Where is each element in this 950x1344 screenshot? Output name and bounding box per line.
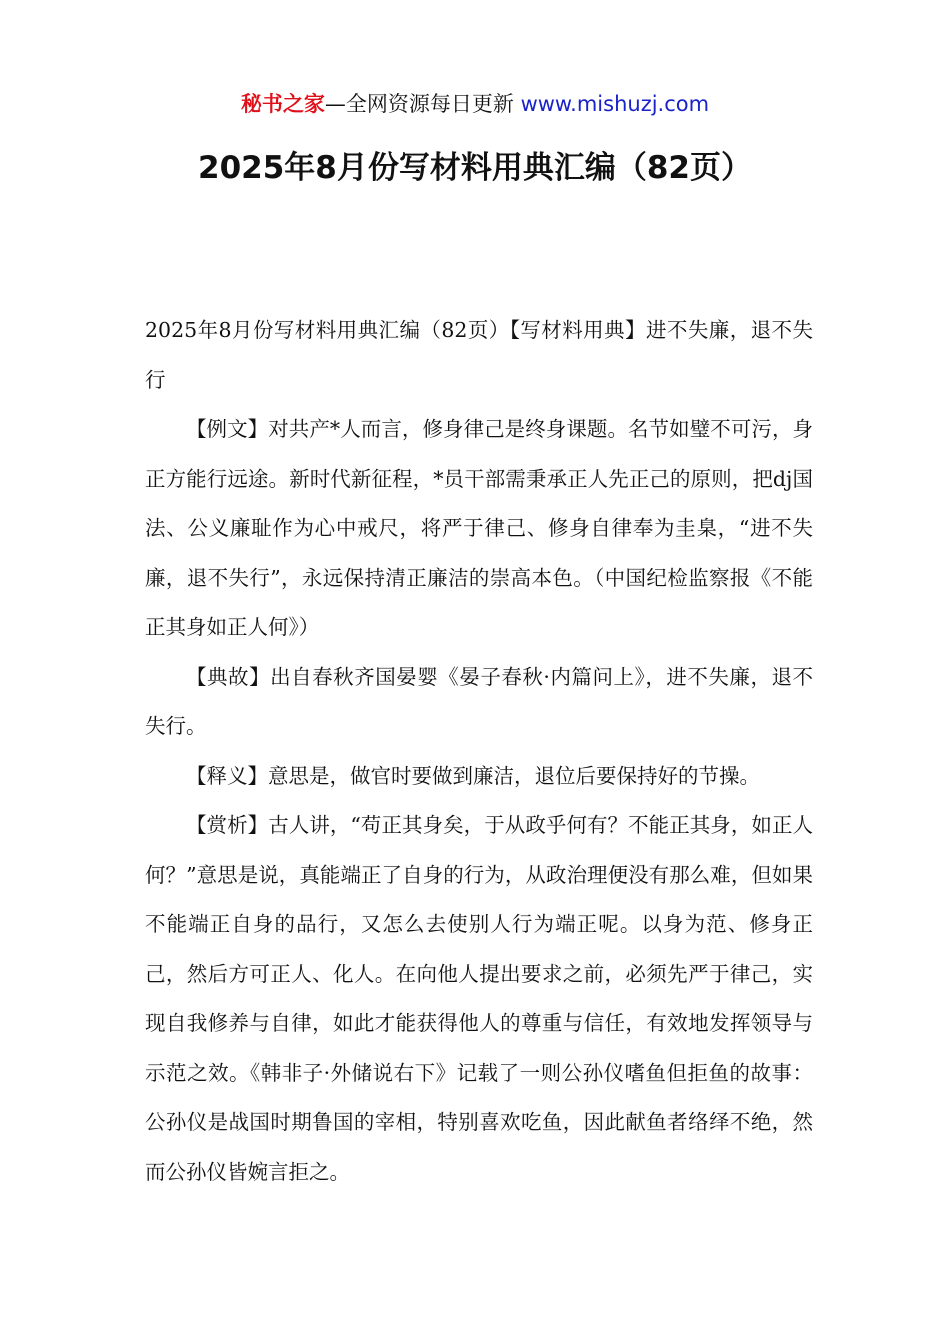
document-body (145, 306, 813, 1197)
analysis-paragraph: 【赏析】古人讲，“苟正其身矣，于从政乎何有？不能正其身，如正人何？”意思是说，真能端正了自身的行为，从政治理便没有那么难，但如果不能端正自身的品行，又怎么去使别人行为端正呢。以身为范、修身正己，然后方可正人、化人。在向他人提出要求之前，必须先严于律己，实现自我修养与自律，如此才能获得他人的尊重与信任，有效地发挥领导与示范之效。《韩非子·外储说右下》记载了一则公孙仪嗜鱼但拒鱼的故事：公孙仪是战国时期鲁国的宰相，特别喜欢吃鱼，因此献鱼者络绎不绝，然而公孙仪皆婉言拒之。 (145, 813, 813, 1184)
allusion-paragraph: 【典故】出自春秋齐国晏婴《晏子春秋·内篇问上》，进不失廉，退不失行。 (145, 664, 813, 738)
site-brand: 秘书之家 (240, 92, 325, 116)
site-url-link[interactable]: www.mishuzj.com (520, 92, 710, 116)
intro-paragraph: 2025年8月份写材料用典汇编（82页）【写材料用典】进不失廉，退不失行 (145, 318, 813, 392)
site-header (0, 86, 950, 122)
example-paragraph: 【例文】对共产*人而言，修身律己是终身课题。名节如璧不可污，身正方能行远途。新时代新征程，*员干部需秉承正人先正己的原则，把dj国法、公义廉耻作为心中戒尺，将严于律己、修身自律奉为圭臬，“进不失廉，退不失行”，永远保持清正廉洁的崇高本色。（中国纪检监察报《不能正其身如正人何》） (145, 417, 813, 639)
meaning-paragraph: 【释义】意思是，做官时要做到廉洁，退位后要保持好的节操。 (186, 763, 760, 788)
site-slogan: —全网资源每日更新 (324, 92, 521, 116)
document-title: 2025年8月份写材料用典汇编（82页） (198, 150, 752, 186)
